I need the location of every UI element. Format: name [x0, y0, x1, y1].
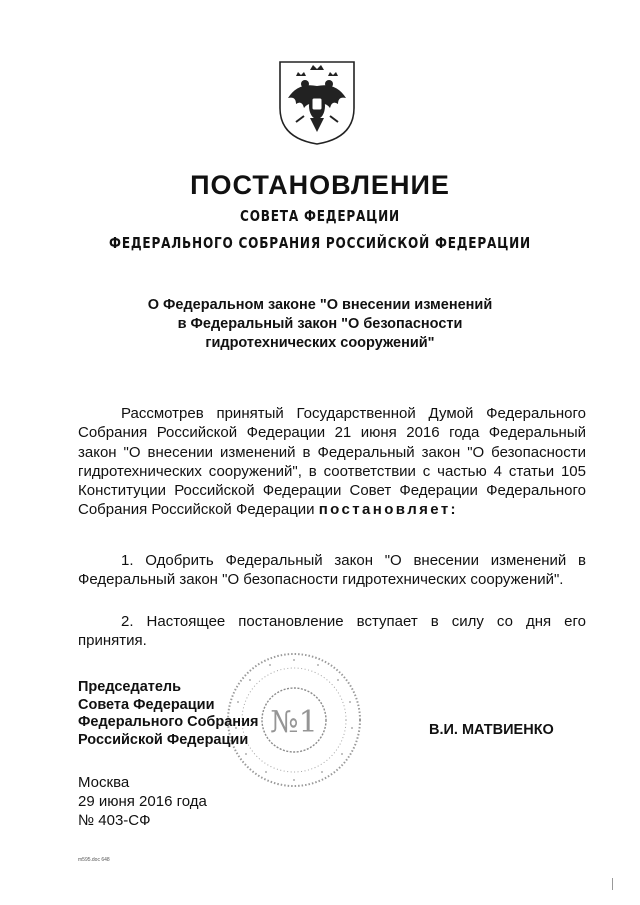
preamble-paragraph — [78, 404, 586, 520]
document-number: № 403-СФ — [78, 812, 151, 829]
signatory-position-line: Председатель — [78, 679, 182, 695]
signatory-position-line: Совета Федерации — [78, 696, 215, 713]
signatory-position — [78, 679, 258, 749]
issuer-line-2: ФЕДЕРАЛЬНОГО СОБРАНИЯ РОССИЙСКОЙ ФЕДЕРАЦИИ — [109, 234, 531, 252]
document-subject — [80, 296, 560, 353]
decision-keyword: постановляет: — [318, 501, 458, 519]
issue-details — [78, 773, 207, 830]
signatory-name: В.И. МАТВИЕНКО — [429, 722, 554, 738]
preamble-text: Рассмотрев принятый Государственной Думой Федерального Собрания Российской Федерации 21 июня 2016 года Федеральный закон "О внесении изменений в Федеральный закон "О безопасности гидротехнических сооружений", в соответствии с частью 4 статьи 105 Конституции Российской Федерации Совет Федерации Федерального Собрания Российской Федерации — [78, 405, 586, 519]
subject-line: в Федеральный закон "О безопасности — [177, 316, 463, 332]
file-code: m595.doc 648 — [78, 857, 110, 863]
issue-city: Москва — [78, 774, 130, 791]
decision-item-1: 1. Одобрить Федеральный закон "О внесении изменений в Федеральный закон "О безопасности гидротехнических сооружений". — [78, 552, 586, 589]
issuer-line-1: СОВЕТА ФЕДЕРАЦИИ — [240, 207, 400, 225]
decision-item-2: 2. Настоящее постановление вступает в силу со дня его принятия. — [78, 613, 586, 650]
subject-line: гидротехнических сооружений" — [205, 335, 435, 351]
signatory-position-line: Федерального Собрания — [78, 714, 259, 730]
signatory-position-line: Российской Федерации — [78, 731, 249, 748]
subject-line: О Федеральном законе "О внесении изменений — [147, 297, 493, 313]
russian-coat-of-arms-icon — [274, 58, 360, 146]
document-title: ПОСТАНОВЛЕНИЕ — [190, 170, 450, 200]
stamp-number: №1 — [270, 705, 318, 740]
scan-edge-mark — [612, 878, 613, 890]
issue-date: 29 июня 2016 года — [78, 793, 207, 810]
